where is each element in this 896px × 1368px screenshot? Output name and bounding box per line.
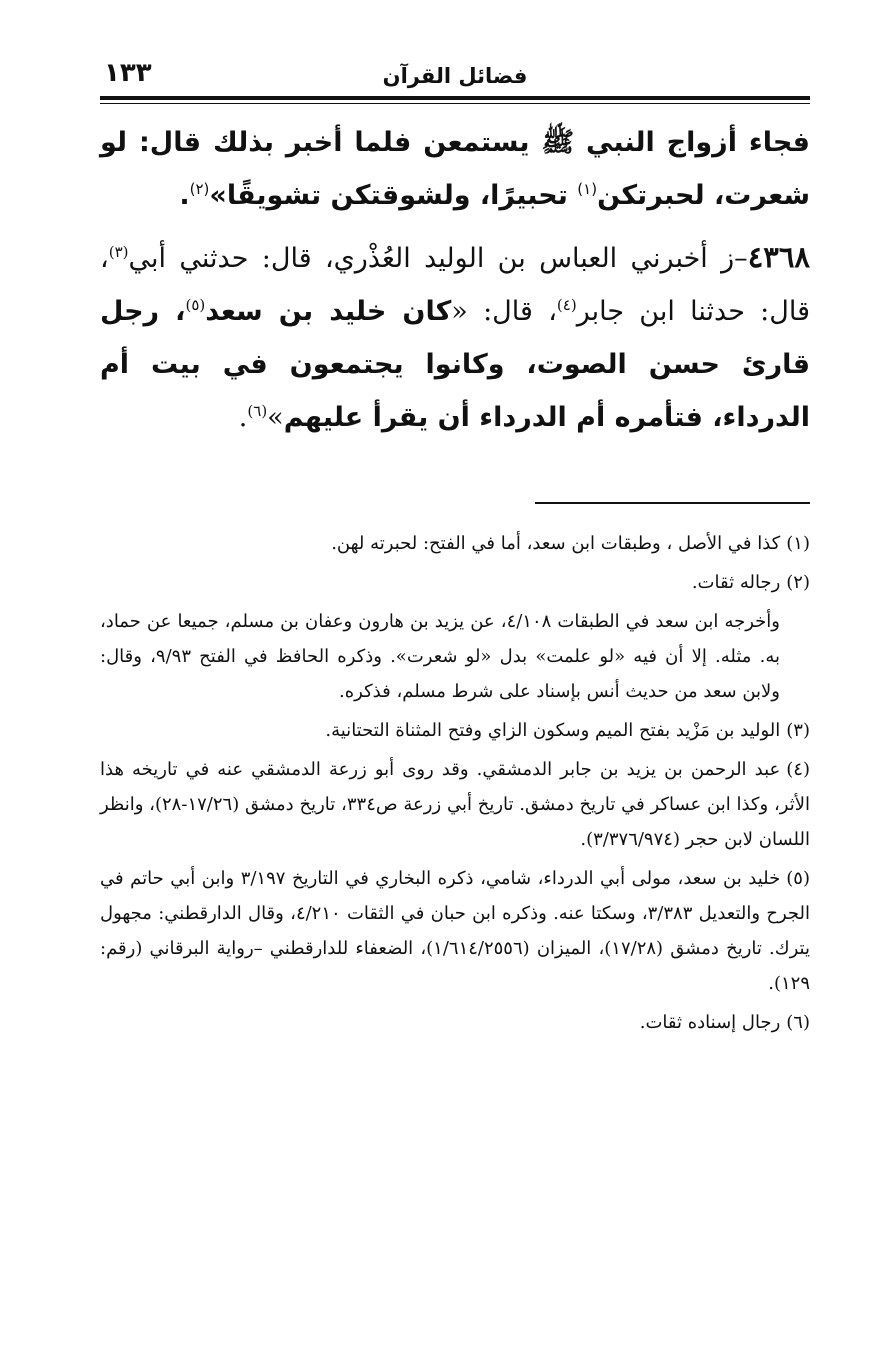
footnote-2 xyxy=(100,565,810,600)
footnote-number: (٢) xyxy=(786,572,810,593)
footnote-5 xyxy=(100,861,810,1001)
footnote-text: رجاله ثقات. xyxy=(691,572,781,593)
footnote-4 xyxy=(100,752,810,857)
footnote-text: وأخرجه ابن سعد في الطبقات ٤/١٠٨، عن يزيد بن هارون وعفان بن مسلم، جميعا عن حماد، به. مثله. إلا أن فيه «لو علمت» بدل «لو شعرت». وذكره الحافظ في الفتح ٩/٩٣، وقال: ولابن سعد من حديث أنس بإسناد على شرط مسلم، فذكره. xyxy=(100,611,780,702)
p2-bold-a: كان خليد بن سعد xyxy=(205,296,452,327)
footnote-text: كذا في الأصل ، وطبقات ابن سعد، أما في الفتح: لحبرته لهن. xyxy=(331,533,781,554)
p2-text-a: –ز أخبرني العباس بن الوليد العُذْري، قال: حدثني أبي xyxy=(128,243,748,274)
footnote-ref-2: (٢) xyxy=(189,180,210,198)
p1-text-c: . xyxy=(179,180,190,211)
header-rule-thick xyxy=(100,96,810,100)
header-rule-thin xyxy=(100,103,810,104)
footnote-number: (١) xyxy=(786,533,810,554)
footnote-ref-3: (٣) xyxy=(108,243,129,261)
page-header xyxy=(100,58,810,94)
footnote-ref-1: (١) xyxy=(577,180,598,198)
footnote-3 xyxy=(100,713,810,748)
footnote-number: (٤) xyxy=(786,759,810,780)
main-text xyxy=(100,116,810,453)
footnote-text: الوليد بن مَزْيد بفتح الميم وسكون الزاي وفتح المثناة التحتانية. xyxy=(325,720,781,741)
footnote-ref-4: (٤) xyxy=(556,296,577,314)
footnote-1 xyxy=(100,526,810,561)
p2-text-e: . xyxy=(238,402,248,433)
footnote-ref-6: (٦) xyxy=(247,402,268,420)
hadith-number: ٤٣٦٨ xyxy=(747,240,810,274)
page-number: ١٣٣ xyxy=(104,58,152,88)
paragraph-2 xyxy=(100,231,810,444)
running-title: فضائل القرآن xyxy=(382,64,528,88)
p1-text-a: فجاء أزواج النبي ﷺ يستمعن فلما أخبر بذلك قال: لو شعرت، لحبرتكن xyxy=(100,127,810,211)
footnote-text: خليد بن سعد، مولى أبي الدرداء، شامي، ذكره البخاري في التاريخ ٣/١٩٧ وابن أبي حاتم في الجرح والتعديل ٣/٣٨٣، وسكتا عنه. وذكره ابن حبان في الثقات ٤/٢١٠، وقال الدارقطني: مجهول يترك. تاريخ دمشق (١٧/٢٨)، الميزان (١/٦١٤/٢٥٥٦)، الضعفاء للدارقطني –رواية البرقاني (رقم: ١٢٩). xyxy=(100,868,810,994)
footnote-6 xyxy=(100,1005,810,1040)
footnote-text: عبد الرحمن بن يزيد بن جابر الدمشقي. وقد روى أبو زرعة الدمشقي عنه في تاريخه هذا الأثر، وكذا ابن عساكر في تاريخ دمشق. تاريخ أبي زرعة ص٣٣٤، تاريخ دمشق (١٧/٢٦-٢٨)، وانظر اللسان لابن حجر (٣/٣٧٦/٩٧٤). xyxy=(100,759,810,850)
paragraph-1 xyxy=(100,116,810,222)
footnote-number: (٥) xyxy=(786,868,810,889)
p1-text-b: تحبيرًا، ولشوقتكن تشويقًا» xyxy=(209,180,578,211)
p2-text-d: » xyxy=(267,402,284,433)
p2-bold-b: ، رجل قارئ حسن الصوت، وكانوا يجتمعون في بيت أم الدرداء، فتأمره أم الدرداء أن يقرأ عليهم xyxy=(100,296,810,433)
footnote-text: رجال إسناده ثقات. xyxy=(639,1012,781,1033)
footnote-ref-5: (٥) xyxy=(185,296,206,314)
footnote-2-continuation xyxy=(100,604,810,709)
footnote-number: (٣) xyxy=(786,720,810,741)
footnote-number: (٦) xyxy=(786,1012,810,1033)
p2-text-c: ، قال: « xyxy=(451,296,557,327)
footnote-separator xyxy=(535,502,810,504)
p2-text-b: ، قال: حدثنا ابن جابر xyxy=(100,243,810,327)
footnotes xyxy=(100,526,810,1044)
